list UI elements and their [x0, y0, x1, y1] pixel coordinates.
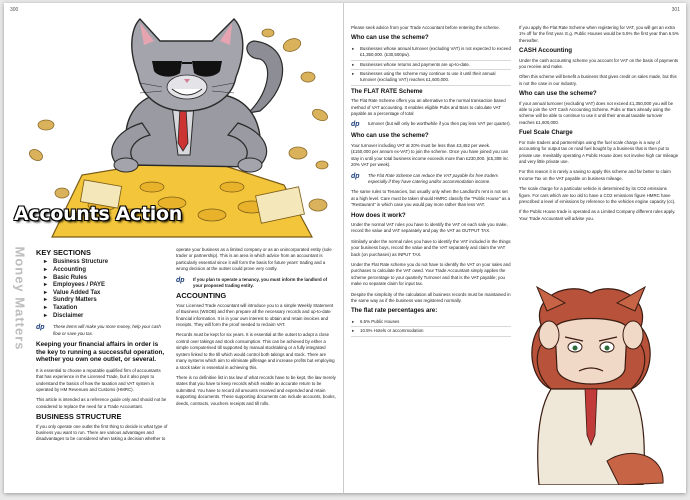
key-section-item: ▸ Business Structure — [44, 259, 168, 267]
percentages-list — [351, 318, 511, 337]
cash-accounting-heading: CASH Accounting — [519, 47, 573, 55]
dp-logo-icon: dp — [176, 276, 185, 284]
dp-logo-icon: dp — [351, 121, 360, 129]
list-item: ▸ Businesses whose annual turnover (excluding VAT) is not expected to exceed £1,350,000. (£30,500pw). — [351, 45, 511, 61]
accounting-heading: ACCOUNTING — [176, 291, 227, 301]
left-column-1 — [36, 247, 168, 447]
body-paragraph: Often this scheme will benefit a business that gives credit on sales made, but this is not the case in our industry. — [519, 74, 677, 86]
list-item: ▸ Businesses whose returns and payments are up-to-date. — [351, 61, 511, 70]
page-number-right: 301 — [671, 7, 680, 13]
key-section-item: ▸ Taxation — [44, 305, 168, 313]
key-section-item: ▸ Sundry Matters — [44, 297, 168, 305]
left-page — [4, 3, 344, 493]
who-can-use-heading: Who can use the scheme? — [351, 132, 429, 140]
who-can-use-heading: Who can use the scheme? — [519, 90, 597, 98]
flat-rate-heading: The FLAT RATE Scheme — [351, 87, 423, 95]
tip-text: The Flat Rate Scheme can reduce the VAT payable for free traders especially if they have catering and/or accommodation income. — [368, 172, 498, 184]
tip-text: If you plan to operate a tenancy, you must inform the landlord of your proposed trading entity. — [193, 276, 328, 289]
body-paragraph: This article is intended as a reference guide only and should not be considered to replace the need for a Trade Accountant. — [36, 397, 167, 409]
body-paragraph: Under the Flat Rate scheme you do not have to identify the VAT on your sales and purchases to calculate the VAT owed. Your Trade Accountant simply applies the scheme percentage to your quarterly Turnover and that is the VAT payable; you make no separate claim for input tax. — [351, 261, 511, 287]
dp-logo-icon: dp — [351, 172, 360, 180]
body-paragraph: If you apply the Flat Rate Scheme when registering for VAT, you will get an extra 1% off for the first year. E.g. Public Houses would be 5.5% the first year than 6.5% thereafter. — [519, 25, 679, 43]
body-paragraph: There is no definitive list in tax law of what records have to be kept, the law merely states that you have to keep records which enable an accurate return to be submitted. You have to record all amounts received and expended and retain supporting documents. These supporting documents can include accounts, books, deeds, contracts, vouchers receipts and till rolls. — [176, 374, 336, 406]
key-section-item: ▸ Employees / PAYE — [44, 282, 168, 290]
tip-callout — [36, 324, 168, 337]
who-can-use-heading: Who can use the scheme? — [351, 34, 429, 42]
body-paragraph: Please seek advice from your Trade Accountant before entering the scheme. — [351, 25, 500, 30]
fuel-scale-heading: Fuel Scale Charge — [519, 129, 573, 137]
vertical-section-title-text: Money Matters — [12, 246, 28, 351]
tip-text: turnover (but will only be worthwhile if you then pay less VAT per quarter). — [368, 121, 511, 127]
left-column-2 — [176, 247, 336, 411]
dp-logo-icon: dp — [36, 324, 45, 332]
key-sections-list — [44, 259, 168, 320]
key-sections-heading: KEY SECTIONS — [36, 248, 91, 257]
body-paragraph: Similarly under the normal rules you have to identify the VAT included in the things your business buys, record the value and the VAT separately and claim the VAT back (on purchases) as INPUT TAX. — [351, 238, 511, 257]
body-paragraph: The scale charge for a particular vehicle is determined by its CO2 emissions figure. For cars which are too old to have a CO2 emissions figure HMRC have prescribed a level of emissions by reference to the vehicles engine capacity (cc). — [519, 186, 676, 204]
body-paragraph: If you only operate one outlet the first thing to decide is what type of business you want to run. There are various advantages and disadvantages to be considered when taking a decision whether to — [36, 423, 168, 442]
key-section-item: ▸ Disclaimer — [44, 313, 168, 321]
list-item: ▸ Businesses using the scheme may continue to use it until their annual turnover (excluding VAT) reaches £1,600,000. — [351, 70, 511, 86]
body-paragraph: Despite the simplicity of the calculation all business records must be maintained in the same way as if the business was registered normally. — [351, 291, 511, 303]
business-structure-heading: BUSINESS STRUCTURE — [36, 412, 122, 422]
body-paragraph: Your turnover including VAT at 20% must be less than £3,462 per week. (£150,000 per annum ex-VAT) to join the scheme. Once you have joined you can stay in until your total business income exceeds more than £230,000. (£5,308 inc 20% VAT per week). — [351, 142, 509, 168]
eligibility-list — [351, 45, 511, 86]
illustration-frustrated-fox — [511, 285, 671, 485]
body-paragraph: For this reason it is rarely a saving to apply this scheme and far better to claim Income Tax on the VAT payable on business mileage. — [519, 169, 671, 181]
tip-callout — [351, 173, 511, 186]
page-number-left: 300 — [10, 7, 19, 13]
key-section-item: ▸ Accounting — [44, 267, 168, 275]
magazine-spread — [4, 3, 686, 493]
body-paragraph: If your annual turnover (excluding VAT) does not exceed £1,350,000 you will be able to join the VAT Cash Accounting Scheme. Pubs or Bars already using the scheme will be able to continue to use it until their annual taxable turnover reaches £1,600,000. — [519, 100, 674, 125]
body-paragraph: Your Licensed Trade Accountant will introduce you to a simple Weekly Statement of Business (WSOB) and then prepare all the necessary records and up-to-date financial information. It is in your own interest to obtain and retain invoices and receipts. They will form the proof needed to reclaim VAT. — [176, 302, 334, 328]
body-paragraph: If the Public House trade is operated as a Limited Company different rules apply. Your Trade Accountant will advise you. — [519, 209, 676, 221]
key-section-item: ▸ Value Added Tax — [44, 290, 168, 298]
tip-callout — [176, 277, 336, 290]
right-column-1 — [351, 25, 511, 340]
body-paragraph: The Flat Rate Scheme offers you an alternative to the normal transaction based method of VAT accounting. It enables eligible Pubs and Bars to calculate VAT payable as a percentage of total — [351, 98, 506, 117]
vertical-section-title — [4, 243, 32, 363]
body-paragraph: The same rules to Tenancies, but usually only when the Landlord's rent is not set at a high level. Care must be taken should HMRC classify the "Public House" as a "Restaurant" in which case you would pay more rather than less VAT. — [351, 189, 511, 208]
tip-callout — [351, 121, 511, 129]
lede-paragraph: Keeping your financial affairs in order is the key to running a successful operation, whether you own one outlet, or several. — [36, 340, 165, 364]
how-does-it-work-heading: How does it work? — [351, 211, 406, 219]
body-paragraph: operate your business as a limited company or as an unincorporated entity (sole trader or partnership). This is an area in which advice from an accountant is particularly essential since it will form the basis for future years' trading and a wrong decision at the outset could prove very costly. — [176, 247, 332, 272]
body-paragraph: Records must be kept for six years. It is essential at the outset to adopt a close control over takings and stock consumption. This can be achieved by either a simple computerised till supported by manual stocktaking or a fully integrated system linked to the till which would control both takings and stock. There are many systems which aim to eliminate pilferage and increase profits but employing a stock taker is essential in achieving this. — [176, 332, 335, 370]
flat-rate-percentages-heading: The flat rate percentages are: — [351, 307, 438, 315]
right-column-2 — [519, 25, 679, 226]
body-paragraph: For Sole traders and partnerships using the fuel scale charge is a way of accounting for output tax on road fuel bought by a business that is then put to private use. Inevitably operating A Public House does not involve high car mileage and very little private use. — [519, 139, 679, 164]
right-page — [345, 3, 686, 493]
tip-text: These items will make you more money, help your cash flow or save you tax. — [53, 324, 161, 336]
body-paragraph: It is essential to choose a reputable qualified firm of accountants that has experience in the Licensed Trade, but it also pays to understand the basics of how the taxation and VAT system is operated by HM Revenues and Customs (HMRC). — [36, 367, 161, 392]
list-item: ▸ 6.5% Public Houses — [351, 318, 511, 327]
body-paragraph: Under the cash accounting scheme you account for VAT on the basis of payments you receive and make. — [519, 57, 679, 70]
list-item: ▸ 10.5% Hotels or accommodation — [351, 327, 511, 336]
feature-title-banner: Accounts Action — [14, 203, 182, 225]
key-section-item: ▸ Basic Rules — [44, 275, 168, 283]
body-paragraph: Under the normal VAT rules you have to identify the VAT on each sale you make, record the value and VAT separately and pay the VAT as OUTPUT TAX. — [351, 221, 508, 234]
